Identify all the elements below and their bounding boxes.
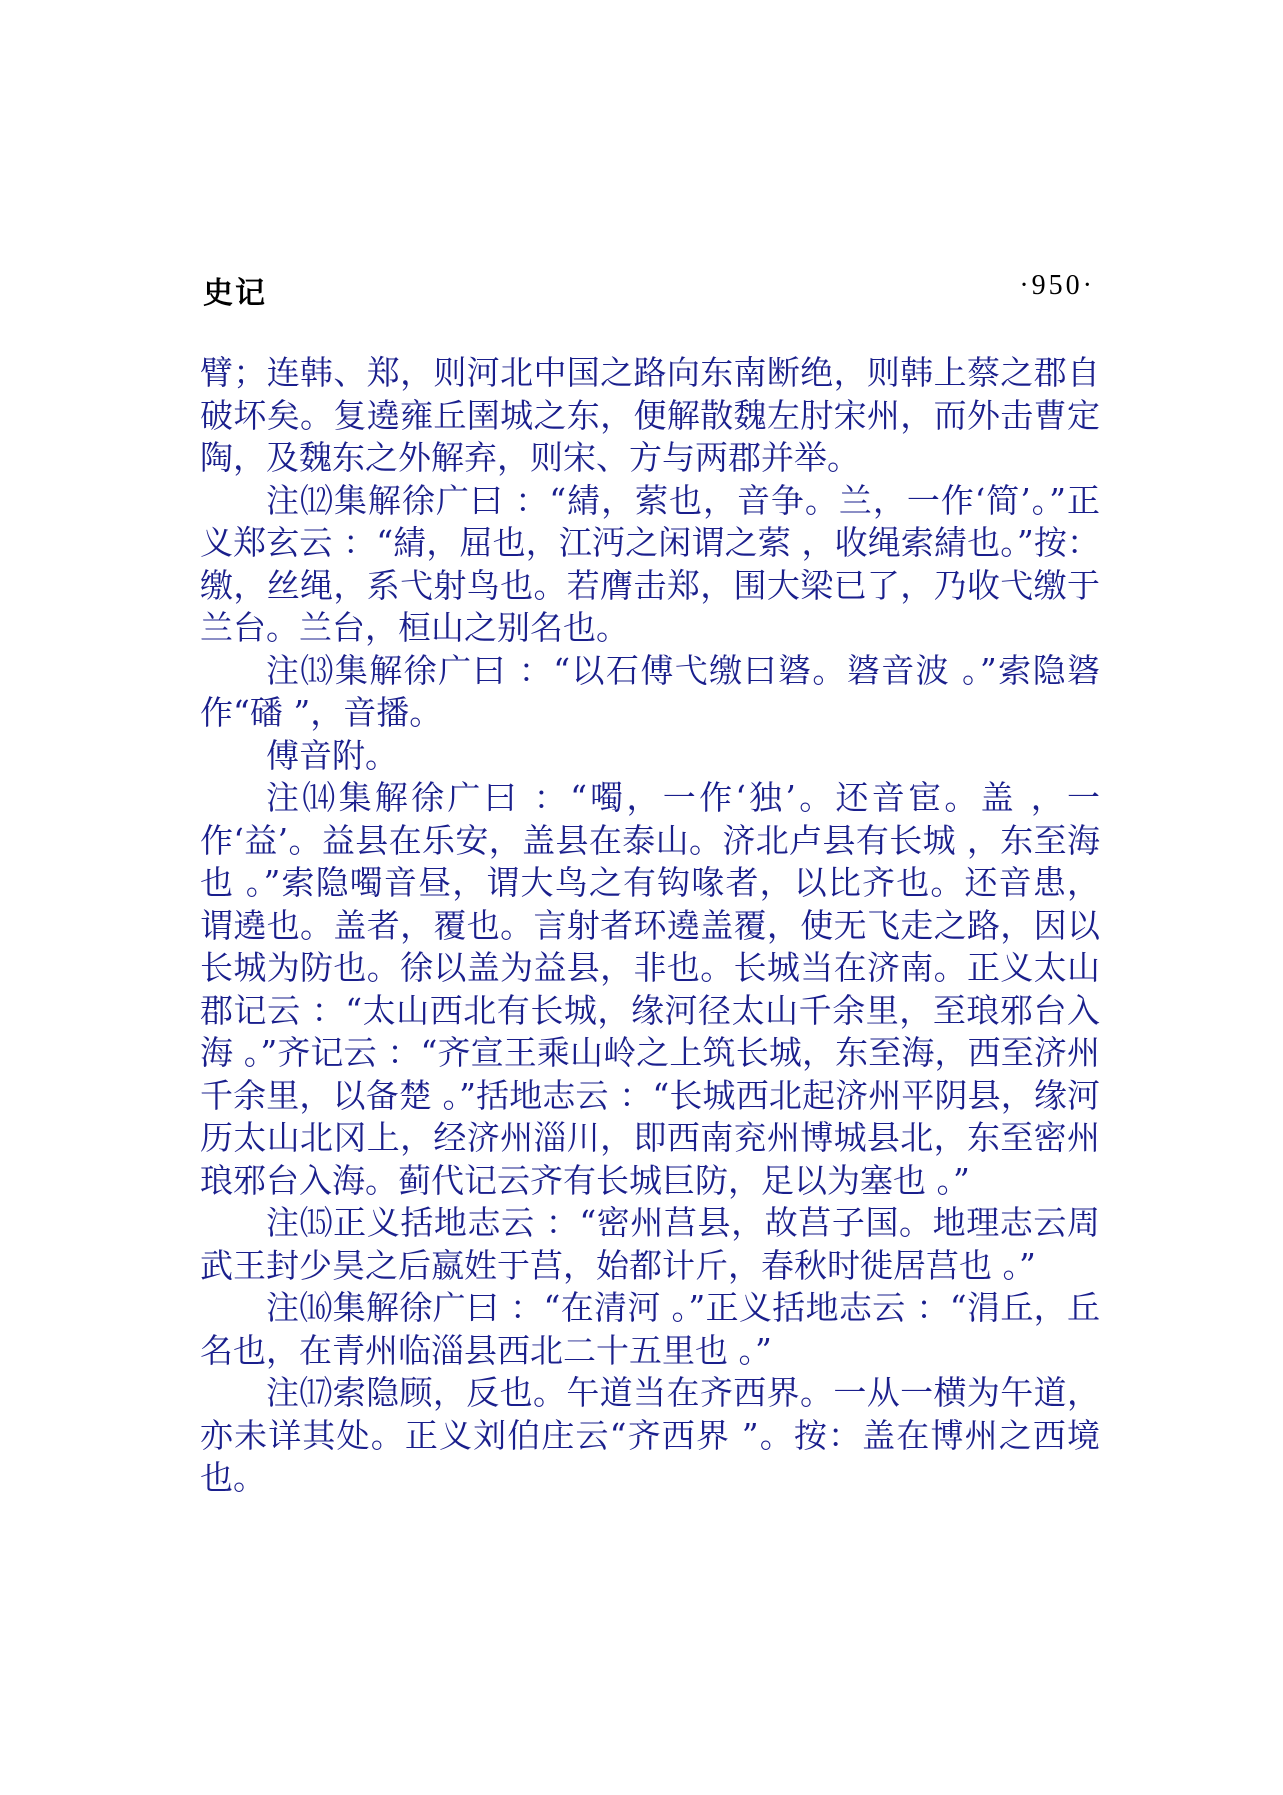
book-title: 史记 [203, 276, 267, 311]
note-15: 注⒂正义括地志云 ：“密州莒县，故莒子国。地理志云周武王封少昊之后嬴姓于莒，始都计斤，春秋时徙居莒也 。” [200, 1203, 1100, 1285]
running-header [203, 268, 1095, 312]
page-number: ·950· [1019, 270, 1095, 301]
note-12: 注⑿集解徐广曰 ：“綪，萦也，音争。兰，一作‘简’。”正义郑玄云 ：“綪，屈也，江沔之闲谓之萦 ，收绳索綪也。”按：缴，丝绳，系弋射鸟也。若膺击郑，围大梁已了，乃收弋缴于兰台。兰台，桓山之别名也。 [200, 480, 1100, 647]
note-14: 注⒁集解徐广曰 ：“噣，一作‘独’。还音宦。盖 ，一作‘益’。益县在乐安，盖县在泰山。济北卢县有长城 ，东至海也 。”索隐噣音昼，谓大鸟之有钩喙者，以比齐也。还音患，谓遶也。盖者，覆也。言射者环遶盖覆，使无飞走之路，因以长城为防也。徐以盖为益县，非也。长城当在济南。正义太山郡记云 ：“太山西北有长城，缘河径太山千余里，至琅邪台入海 。”齐记云 ：“齐宣王乘山岭之上筑长城，东至海，西至济州千余里，以备楚 。”括地志云 ：“长城西北起济州平阴县，缘河历太山北冈上，经济州淄川，即西南兖州博城县北，东至密州琅邪台入海。蓟代记云齐有长城巨防，足以为塞也 。” [200, 778, 1100, 1200]
note-13: 注⒀集解徐广曰 ：“以石傅弋缴曰碆。碆音波 。”索隐碆作“磻 ”，音播。 [200, 650, 1100, 732]
note-16: 注⒃集解徐广曰 ：“在清河 。”正义括地志云 ：“涓丘，丘名也，在青州临淄县西北二十五里也 。” [200, 1288, 1100, 1370]
note-13-addendum: 傅音附。 [266, 735, 398, 775]
note-17: 注⒄索隐顾，反也。午道当在齐西界。一从一横为午道，亦未详其处。正义刘伯庄云“齐西界 ”。按：盖在博州之西境也。 [200, 1373, 1100, 1497]
paragraph-continuation: 臂；连韩、郑，则河北中国之路向东南断绝，则韩上蔡之郡自破坏矣。复遶雍丘圉城之东，便解散魏左肘宋州，而外击曹定陶，及魏东之外解弃，则宋、方与两郡并举。 [200, 353, 1100, 477]
body-text [200, 352, 1100, 1500]
